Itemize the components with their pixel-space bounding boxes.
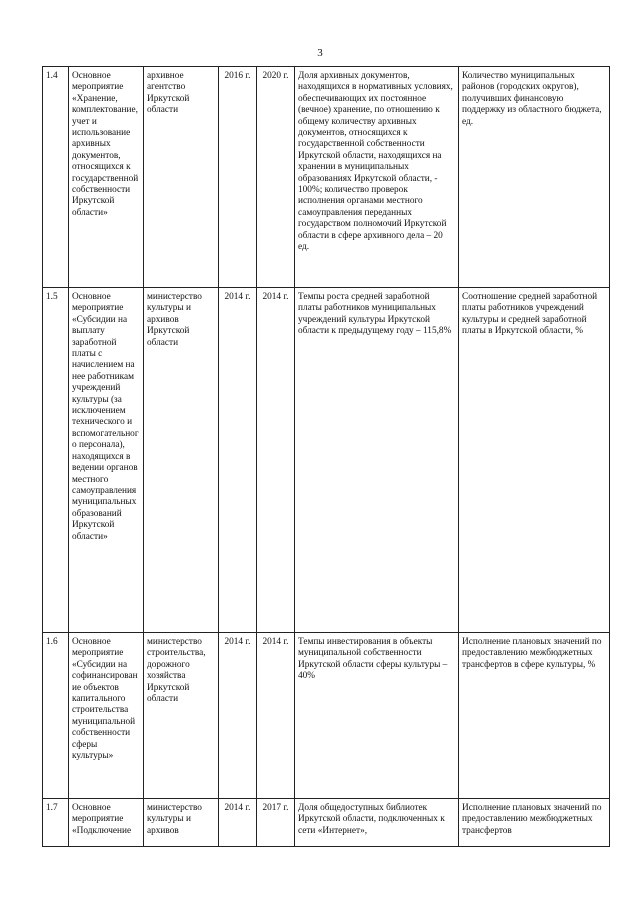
event-name: Основное мероприятие «Субсидии на выплату заработной платы с начислением на нее работникам учреждений культуры (за исключением технического и вспомогательного персонала), находящихся в ведении органов местного самоуправления муниципальных образований Иркутской области» xyxy=(69,288,144,633)
row-number: 1.4 xyxy=(43,67,69,288)
executor: министерство строительства, дорожного хозяйства Иркутской области xyxy=(144,633,219,799)
end-year: 2020 г. xyxy=(257,67,295,288)
row-number: 1.7 xyxy=(43,799,69,847)
start-year: 2016 г. xyxy=(219,67,257,288)
target-indicator: Количество муниципальных районов (городских округов), получивших финансовую поддержку из областного бюджета, ед. xyxy=(459,67,610,288)
start-year: 2014 г. xyxy=(219,288,257,633)
executor: архивное агентство Иркутской области xyxy=(144,67,219,288)
end-year: 2014 г. xyxy=(257,288,295,633)
row-number: 1.6 xyxy=(43,633,69,799)
end-year: 2014 г. xyxy=(257,633,295,799)
page-number: 3 xyxy=(317,47,323,59)
table-row xyxy=(43,799,610,847)
start-year: 2014 г. xyxy=(219,799,257,847)
start-year: 2014 г. xyxy=(219,633,257,799)
target-indicator: Исполнение плановых значений по предоставлению межбюджетных трансфертов в сфере культуры, % xyxy=(459,633,610,799)
table-row xyxy=(43,633,610,799)
executor: министерство культуры и архивов xyxy=(144,799,219,847)
row-number: 1.5 xyxy=(43,288,69,633)
executor: министерство культуры и архивов Иркутской области xyxy=(144,288,219,633)
event-name: Основное мероприятие «Хранение, комплектование, учет и использование архивных документов, относящихся к государственной собственности Иркутской области» xyxy=(69,67,144,288)
expected-result: Темпы инвестирования в объекты муниципальной собственности Иркутской области сферы культуры – 40% xyxy=(295,633,459,799)
events-table xyxy=(42,66,610,847)
target-indicator: Исполнение плановых значений по предоставлению межбюджетных трансфертов xyxy=(459,799,610,847)
expected-result: Доля общедоступных библиотек Иркутской области, подключенных к сети «Интернет», xyxy=(295,799,459,847)
table-row xyxy=(43,67,610,288)
target-indicator: Соотношение средней заработной платы работников учреждений культуры и средней заработной платы в Иркутской области, % xyxy=(459,288,610,633)
end-year: 2017 г. xyxy=(257,799,295,847)
table-row xyxy=(43,288,610,633)
expected-result: Доля архивных документов, находящихся в нормативных условиях, обеспечивающих их постоянное (вечное) хранение, по отношению к общему количеству архивных документов, относящихся к государственной собственности Иркутской области, находящихся на хранении в муниципальных образованиях Иркутской области, - 100%; количество проверок исполнения органами местного самоуправления переданных государством полномочий Иркутской области в сфере архивного дела – 20 ед. xyxy=(295,67,459,288)
event-name: Основное мероприятие «Подключение xyxy=(69,799,144,847)
event-name: Основное мероприятие «Субсидии на софинансирование объектов капитального строительства муниципальной собственности сферы культуры» xyxy=(69,633,144,799)
expected-result: Темпы роста средней заработной платы работников муниципальных учреждений культуры Иркутской области к предыдущему году – 115,8% xyxy=(295,288,459,633)
